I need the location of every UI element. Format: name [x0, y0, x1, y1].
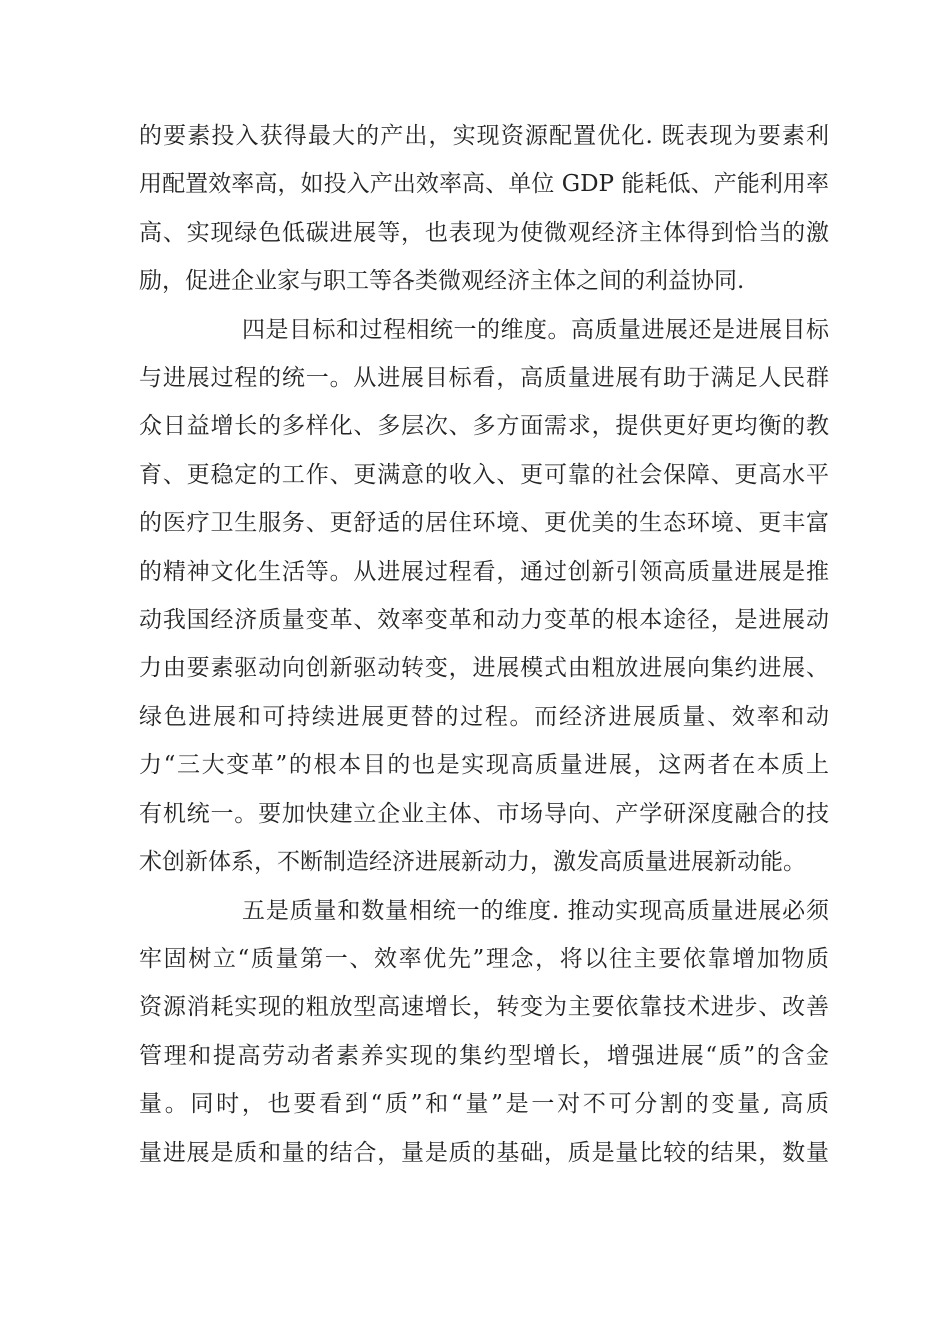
text-line: 力由要素驱动向创新驱动转变，进展模式由粗放进展向集约进展、 — [139, 655, 829, 682]
text-line: 量进展是质和量的结合，量是质的基础，质是量比较的结果，数量 — [139, 1139, 829, 1166]
paragraph-3 — [139, 887, 829, 1177]
text-line: 管理和提高劳动者素养实现的集约型增长，增强进展“质”的含金 — [139, 1042, 829, 1069]
text-line: 量。同时，也要看到“质”和“量”是一对不可分割的变量, 高质 — [139, 1091, 829, 1118]
text-line: 的要素投入获得最大的产出，实现资源配置优化. 既表现为要素利 — [139, 123, 829, 149]
text-line: 高、实现绿色低碳进展等，也表现为使微观经济主体得到恰当的激 — [139, 219, 829, 246]
text-line: 四是目标和过程相统一的维度。高质量进展还是进展目标 — [242, 316, 829, 343]
text-line: 与进展过程的统一。从进展目标看，高质量进展有助于满足人民群 — [139, 365, 829, 392]
text-line: 众日益增长的多样化、多层次、多方面需求，提供更好更均衡的教 — [139, 413, 829, 440]
text-line: 资源消耗实现的粗放型高速增长，转变为主要依靠技术进步、改善 — [139, 994, 829, 1021]
text-line: 动我国经济质量变革、效率变革和动力变革的根本途径，是进展动 — [139, 607, 829, 634]
text-line: 的精神文化生活等。从进展过程看，通过创新引领高质量进展是推 — [139, 558, 829, 585]
paragraph-2 — [139, 306, 829, 887]
text-line: 术创新体系，不断制造经济进展新动力，激发高质量进展新动能。 — [139, 849, 806, 876]
text-line: 励，促进企业家与职工等各类微观经济主体之间的利益协同. — [139, 268, 745, 295]
text-line: 绿色进展和可持续进展更替的过程。而经济进展质量、效率和动 — [139, 703, 829, 730]
text-line: 育、更稳定的工作、更满意的收入、更可靠的社会保障、更高水平 — [139, 461, 829, 488]
text-line: 用配置效率高，如投入产出效率高、单位 GDP 能耗低、产能利用率 — [139, 171, 829, 198]
text-line: 的医疗卫生服务、更舒适的居住环境、更优美的生态环境、更丰富 — [139, 510, 829, 537]
text-line: 有机统一。要加快建立企业主体、市场导向、产学研深度融合的技 — [139, 800, 829, 827]
text-line: 五是质量和数量相统一的维度. 推动实现高质量进展必须 — [242, 897, 829, 924]
paragraph-1 — [139, 112, 829, 306]
text-line: 力“三大变革”的根本目的也是实现高质量进展，这两者在本质上 — [139, 752, 829, 779]
body-text — [139, 112, 829, 1177]
text-line: 牢固树立“质量第一、效率优先”理念，将以往主要依靠增加物质 — [139, 945, 829, 972]
